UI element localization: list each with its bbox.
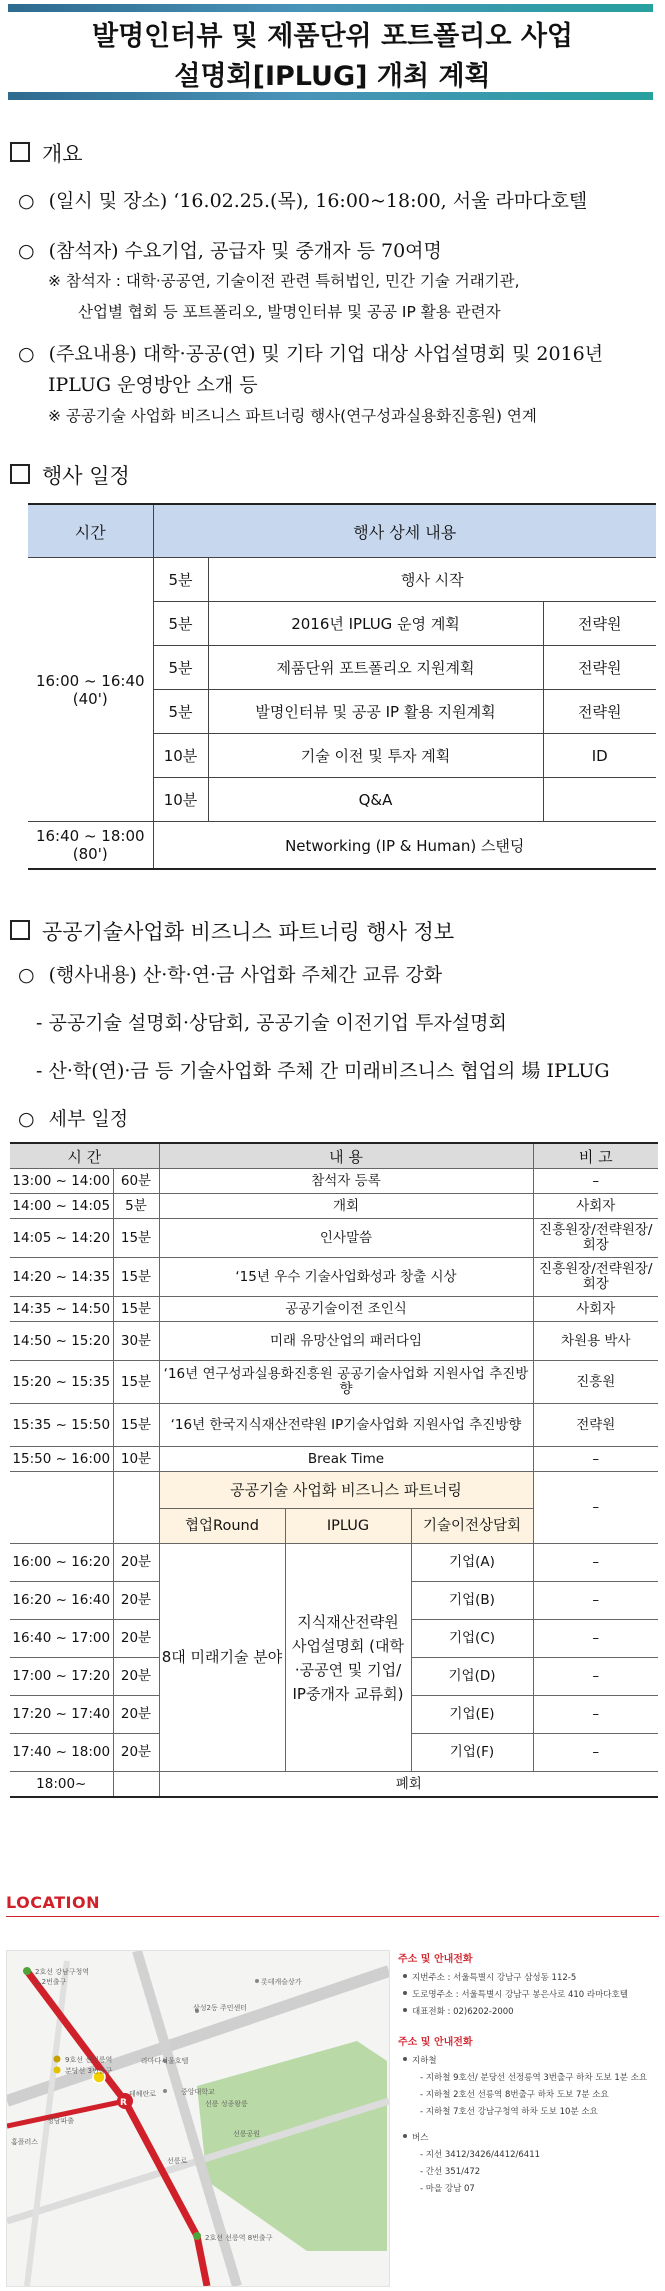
table-row: 14:20 ~ 14:35 15분 ‘15년 우수 기술사업화성과 창출 시상 진흥원장/전략원장/회장 (10, 1258, 658, 1297)
map-label-mart: 홈플러스 (11, 2138, 39, 2146)
map-label-hotel: 라마다서울호텔 (141, 2057, 189, 2065)
table-row: 15:35 ~ 15:50 15분 ‘16년 한국지식재산전략원 IP기술사업화 지원사업 추진방향 전략원 (10, 1404, 658, 1447)
station-seolleung-icon (193, 2232, 201, 2240)
circle-bullet-icon: ○ (18, 964, 35, 986)
iplug-desc: 지식재산전략원 사업설명회 (대학·공공연 및 기업/ IP중개자 교류회) (285, 1544, 411, 1772)
map-label-seolleung: 2호선 선릉역 8번출구 (205, 2234, 273, 2242)
table-row: 17:40 ~ 18:00 20분 기업(F) – (10, 1734, 658, 1772)
schedule-content: 기술 이전 및 투자 계획 (208, 734, 543, 778)
checkbox-square-icon (10, 142, 30, 162)
overview-note-2b: 산업별 협회 등 포트폴리오, 발명인터뷰 및 공공 IP 활용 관련자 (78, 303, 501, 321)
table-row: 13:00 ~ 14:00 60분 참석자 등록 – (10, 1169, 658, 1194)
overview-note-2a: ※ 참석자 : 대학·공공연, 기술이전 관련 특허법인, 민간 기술 거래기관, (48, 272, 520, 290)
map-label-gangnam: 2호선 강남구청역 (35, 1968, 90, 1976)
table-row: 18:00~ 폐회 (10, 1772, 658, 1798)
table-row: 17:00 ~ 17:20 20분 기업(D) – (10, 1658, 658, 1696)
circle-bullet-icon: ○ (18, 240, 35, 262)
map-label-park: 선릉 성종왕릉 (205, 2100, 248, 2108)
address-phone: 대표전화 : 02)6202-2000 (412, 2005, 660, 2017)
subway-line-2: - 지하철 2호선 선릉역 8번출구 하차 도보 7분 소요 (420, 2090, 609, 2100)
table-row: 15:50 ~ 16:00 10분 Break Time – (10, 1447, 658, 1472)
table-row: 15:20 ~ 15:35 15분 ‘16년 연구성과실용화진흥원 공공기술사업화 지원사업 추진방향 진흥원 (10, 1361, 658, 1404)
map-label-seonjeong1: 9호선 선정릉역 (65, 2056, 113, 2064)
location-title: LOCATION (6, 1893, 100, 1912)
subway-label: 지하철 (412, 2054, 660, 2066)
overview-item-3a: ○ (주요내용) 대학·공공(연) 및 기타 기업 대상 사업설명회 및 2016년 (18, 343, 604, 365)
circle-bullet-icon: ○ (18, 1108, 35, 1130)
detail-header-note: 비 고 (533, 1143, 658, 1169)
park-area (197, 2041, 387, 2251)
schedule-content: 제품단위 포트폴리오 지원계획 (208, 646, 543, 690)
address-lot: 지번주소 : 서울특별시 강남구 삼성동 112-5 (412, 1971, 660, 1983)
route-line (27, 1971, 207, 2286)
partnering-dash-2: - 산·학(연)·금 등 기술사업화 주체 간 미래비즈니스 협업의 場 IPLUG (36, 1060, 610, 1082)
table-row: 16:40 ~ 17:00 20분 기업(C) – (10, 1620, 658, 1658)
map-label-road: 선릉로 (167, 2157, 188, 2165)
schedule-org (543, 778, 656, 822)
table-row: 14:00 ~ 14:05 5분 개회 사회자 (10, 1194, 658, 1219)
doc-title-line2: 설명회[IPLUG] 개최 계획 (174, 61, 491, 92)
map-label-police: 청담파출 (47, 2117, 75, 2125)
schedule-networking: Networking (IP & Human) 스탠딩 (153, 822, 656, 870)
title-bar-bottom (8, 92, 653, 100)
map-label-landmark: 롯데캐슬상가 (261, 1978, 302, 1986)
location-map (6, 1950, 390, 2287)
bus-line-3: - 마을 강남 07 (420, 2184, 475, 2194)
map-label-gangnam2: 1,2번출구 (35, 1978, 67, 1986)
schedule-dur: 5분 (153, 646, 208, 690)
svg-text:R: R (120, 2098, 127, 2108)
subway-line-1: - 지하철 9호선/ 분당선 선정릉역 3번출구 하차 도보 1분 소요 (420, 2073, 648, 2083)
schedule-dur: 5분 (153, 690, 208, 734)
schedule-org: ID (543, 734, 656, 778)
traffic-heading: 주소 및 안내전화 (398, 2037, 473, 2048)
subway-line-3: - 지하철 7호선 강남구청역 하차 도보 10분 소요 (420, 2107, 598, 2117)
bus-line-2: - 간선 351/472 (420, 2167, 481, 2177)
section-schedule: 행사 일정 (10, 460, 130, 490)
station-gangnam-icon (23, 1967, 31, 1975)
map-label-teheran: 테헤란로 (129, 2090, 157, 2098)
table-row: 14:05 ~ 14:20 15분 인사말씀 진흥원장/전략원장/회장 (10, 1219, 658, 1258)
doc-title-line1: 발명인터뷰 및 제품단위 포트폴리오 사업 (92, 21, 573, 52)
checkbox-square-icon (10, 920, 30, 940)
schedule-time-2: 16:40 ~ 18:00 (80') (28, 822, 153, 870)
address-road: 도로명주소 : 서울특별시 강남구 봉은사로 410 라마다호텔 (412, 1988, 660, 2000)
sub-round: 협업Round (159, 1509, 285, 1544)
table-row: 17:20 ~ 17:40 20분 기업(E) – (10, 1696, 658, 1734)
sub-iplug: IPLUG (285, 1509, 411, 1544)
detail-header-content: 내 용 (159, 1143, 533, 1169)
location-info (398, 1950, 660, 2199)
table-row: 공공기술 사업화 비즈니스 파트너링 – (10, 1472, 658, 1509)
detail-schedule-table (10, 1142, 658, 1798)
table-row: 14:50 ~ 15:20 30분 미래 유망산업의 패러다임 차원용 박사 (10, 1322, 658, 1361)
map-label-bank: 중앙대학교 (181, 2088, 215, 2096)
partnering-item-1: ○ (행사내용) 산·학·연·금 사업화 주체간 교류 강화 (18, 964, 443, 986)
schedule-table (28, 503, 656, 870)
title-bar-top (8, 4, 653, 12)
schedule-content: Q&A (208, 778, 543, 822)
schedule-org: 전략원 (543, 602, 656, 646)
round-desc: 8대 미래기술 분야 (159, 1544, 285, 1772)
table-row: 16:00 ~ 16:20 20분 8대 미래기술 분야 지식재산전략원 사업설명회 (대학·공공연 및 기업/ IP중개자 교류회) 기업(A) – (10, 1544, 658, 1582)
schedule-dur: 10분 (153, 734, 208, 778)
schedule-header-detail: 행사 상세 내용 (153, 504, 656, 558)
schedule-org: 전략원 (543, 646, 656, 690)
poi-dot-icon (163, 2089, 167, 2093)
partnering-dash-1: - 공공기술 설명회·상담회, 공공기술 이전기업 투자설명회 (36, 1012, 507, 1034)
bus-label: 버스 (412, 2131, 660, 2143)
checkbox-square-icon (10, 464, 30, 484)
station-bundang-icon (54, 2067, 61, 2074)
station-seonjeong-icon (54, 2056, 61, 2063)
partnering-title: 공공기술 사업화 비즈니스 파트너링 (159, 1472, 533, 1509)
map-label-seolleung-park: 선릉공원 (233, 2130, 261, 2138)
circle-bullet-icon: ○ (18, 343, 35, 365)
address-heading: 주소 및 안내전화 (398, 1954, 473, 1965)
partnering-detail-heading: ○ 세부 일정 (18, 1108, 129, 1130)
table-row (28, 558, 656, 602)
overview-item-2: ○ (참석자) 수요기업, 공급자 및 중개자 등 70여명 (18, 240, 442, 262)
schedule-content: 2016년 IPLUG 운영 계획 (208, 602, 543, 646)
table-row (28, 822, 656, 870)
schedule-org: 전략원 (543, 690, 656, 734)
table-row: 14:35 ~ 14:50 15분 공공기술이전 조인식 사회자 (10, 1297, 658, 1322)
schedule-content: 발명인터뷰 및 공공 IP 활용 지원계획 (208, 690, 543, 734)
overview-item-3b: IPLUG 운영방안 소개 등 (48, 374, 258, 396)
overview-item-1: ○ (일시 및 장소) ‘16.02.25.(목), 16:00~18:00, 서울 라마다호텔 (18, 190, 588, 212)
schedule-dur: 5분 (153, 558, 208, 602)
detail-header-time: 시 간 (10, 1143, 159, 1169)
map-label-seonjeong2: 분당선 3번출구 (65, 2067, 113, 2075)
schedule-content: 행사 시작 (208, 558, 656, 602)
section-overview: 개요 (10, 138, 83, 168)
schedule-dur: 5분 (153, 602, 208, 646)
overview-note-3: ※ 공공기술 사업화 비즈니스 파트너링 행사(연구성과실용화진흥원) 연계 (48, 407, 537, 425)
bus-line-1: - 지선 3412/3426/4412/6411 (420, 2150, 541, 2160)
schedule-dur: 10분 (153, 778, 208, 822)
schedule-time-1: 16:00 ~ 16:40 (40') (28, 558, 153, 822)
map-label-samsung: 삼성2동 주민센터 (193, 2004, 248, 2012)
poi-dot-icon (255, 1979, 259, 1983)
table-row: 16:20 ~ 16:40 20분 기업(B) – (10, 1582, 658, 1620)
circle-bullet-icon: ○ (18, 190, 35, 212)
location-rule (6, 1916, 659, 1917)
section-partnering: 공공기술사업화 비즈니스 파트너링 행사 정보 (10, 916, 454, 946)
sub-consult: 기술이전상담회 (411, 1509, 533, 1544)
schedule-header-time: 시간 (28, 504, 153, 558)
